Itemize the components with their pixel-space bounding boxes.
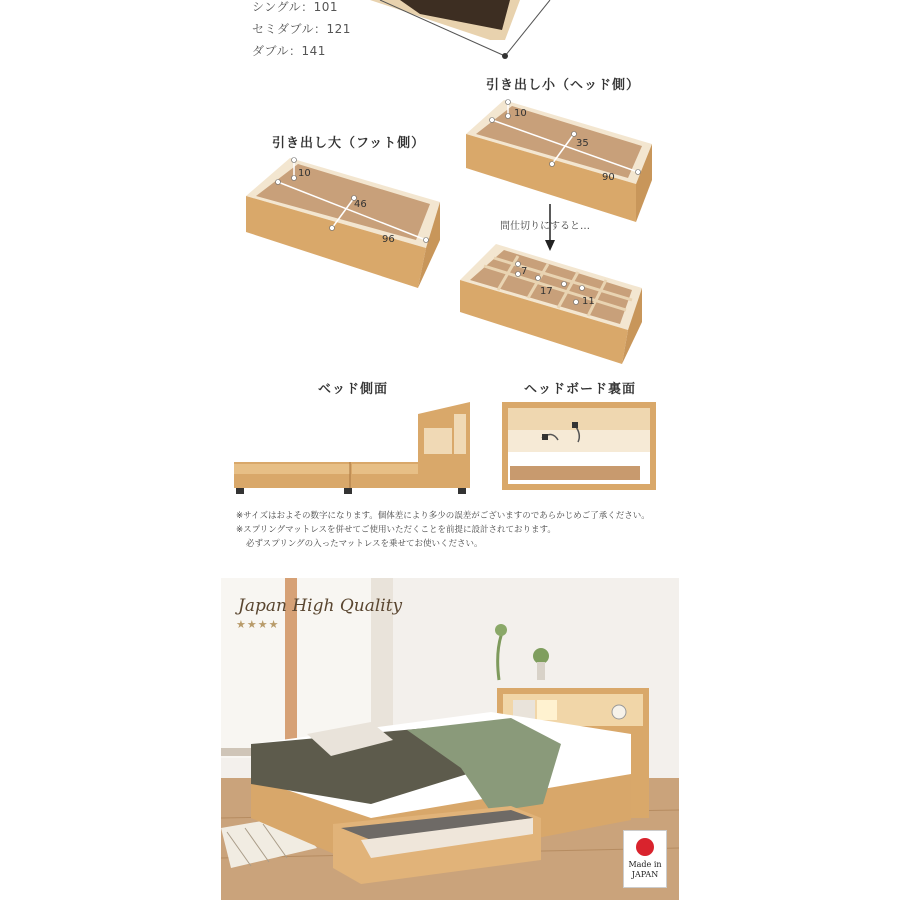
side-view-caption: ベッド側面 (318, 382, 389, 397)
drawer-large-illustration (244, 152, 444, 294)
size-notes (236, 509, 656, 551)
partition-dim-b: 17 (540, 286, 553, 297)
headboard-back-illustration (502, 402, 656, 490)
partition-dim-c: 11 (582, 296, 595, 307)
note-line-1: ※サイズはおよその数字になります。個体差により多少の誤差がございますのであらかじめご了承ください。 (236, 511, 650, 521)
drawer-large-caption: 引き出し大（フット側） (272, 136, 426, 151)
japan-flag-icon (636, 838, 654, 856)
note-line-3: 必ずスプリングの入ったマットレスを乗せてお使いください。 (246, 539, 483, 549)
japan-label: JAPAN (631, 870, 659, 879)
note-line-2: ※スプリングマットレスを併せてご使用いただくことを前提に設計されております。 (236, 525, 556, 535)
partition-dim-a: 7 (521, 266, 528, 277)
bed-side-view-illustration (232, 400, 474, 494)
drawer-small-caption: 引き出し小（ヘッド側） (486, 78, 641, 93)
bed-frame-partial-illustration (360, 0, 560, 62)
made-in-japan-badge (623, 830, 667, 888)
made-in-label: Made in (628, 860, 662, 869)
drawer-partitioned-illustration (456, 238, 646, 368)
spec-double: ダブル：141 (252, 44, 326, 58)
spec-semi-double: セミダブル：121 (252, 22, 351, 36)
size-spec-list (252, 0, 372, 62)
bed-room-photo (221, 578, 679, 900)
partition-note: 間仕切りにすると… (500, 221, 590, 232)
drawer-small-dim-depth: 35 (576, 138, 589, 149)
drawer-small-dim-height: 10 (514, 108, 527, 119)
drawer-small-illustration (462, 94, 658, 228)
quality-stars: ★★★★ (236, 618, 280, 631)
drawer-large-dim-depth: 46 (354, 199, 367, 210)
drawer-small-dim-width: 90 (602, 172, 615, 183)
drawer-large-dim-width: 96 (382, 234, 395, 245)
brand-tagline: Japan High Quality (238, 596, 403, 616)
spec-single: シングル：101 (252, 0, 339, 14)
drawer-large-dim-height: 10 (298, 168, 311, 179)
headboard-back-caption: ヘッドボード裏面 (524, 382, 637, 397)
